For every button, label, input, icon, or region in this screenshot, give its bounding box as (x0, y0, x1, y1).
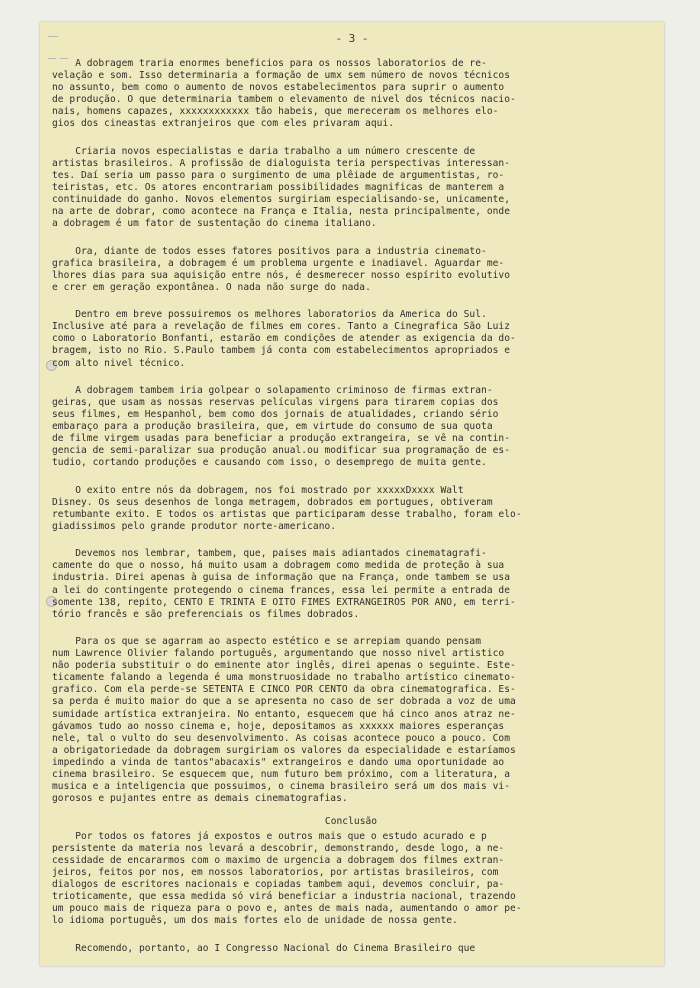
text-line: Para os que se agarram ao aspecto estético e se arrepiam quando pensam (52, 635, 482, 647)
text-line: não poderia substituir o do eminente ator inglês, direi apenas o seguinte. Este- (52, 660, 516, 672)
text-line: giadissimos pelo grande produtor norte-americano. (52, 520, 337, 532)
text-line: tudio, cortando produções e causando com isso, o desemprego de muita gente. (52, 457, 487, 469)
text-line: geiras, que usam as nossas reservas películas virgens para tirarem copias dos (52, 396, 499, 408)
paragraph (52, 58, 650, 131)
text-line: Inclusive até para a revelação de filmes em cores. Tanto a Cinegrafica São Luiz (52, 321, 511, 333)
text-line: Recomendo, portanto, ao I Congresso Nacional do Cinema Brasileiro que (52, 942, 476, 954)
text-line: cessidade de encararmos com o maximo de urgencia a dobragem dos filmes extran- (52, 854, 505, 866)
text-line: a obrigatoriedade da dobragem surgiriam os valores da especialidade e estaríamos (52, 744, 516, 756)
text-line: num Lawrence Olivier falando português, argumentando que nosso nivel artistico (52, 648, 505, 660)
text-line: Devemos nos lembrar, tambem, que, paises mais adiantados cinematagrafi- (52, 548, 487, 560)
paragraph (52, 636, 650, 805)
paragraph (52, 385, 650, 470)
text-line: nais, homens capazes, xxxxxxxxxxxx tão habeis, que mereceram os melhores elo- (52, 106, 499, 118)
text-line: sumidade artística extranjeira. No entanto, esquecem que há cinco anos atraz ne- (52, 708, 516, 720)
text-line: gencia de semi-paralizar sua produção anual.ou modificar sua programação de es- (52, 445, 511, 457)
paragraph (52, 548, 650, 621)
text-line: lo idioma português, um dos mais fortes elo de unidade de nossa gente. (52, 915, 458, 927)
text-line: a dobragem é um fator de sustentação do cinema italiano. (52, 218, 377, 230)
text-line: com alto nivel técnico. (52, 357, 186, 369)
text-line: industria. Direi apenas à guisa de informação que na França, onde tambem se usa (52, 572, 511, 584)
text-line: um pouco mais de riqueza para o povo e, antes de mais nada, aumentando o amor pe- (52, 903, 522, 915)
conclusion-heading: Conclusão (324, 816, 378, 828)
text-line: na arte de dobrar, como acontece na França e Italia, nesta principalmente, onde (52, 206, 511, 218)
text-line: ticamente falando a legenda é uma monstruosidade no trabalho artístico cinemato- (52, 672, 516, 684)
text-line: a lei do contingente protegendo o cinema frances, essa lei permite a entrada de (52, 584, 511, 596)
text-line: Ora, diante de todos esses fatores positivos para a industria cinemato- (52, 245, 487, 257)
closing-line (52, 943, 650, 955)
conclusion-paragraph (52, 831, 650, 928)
text-line: gios dos cineastas extranjeiros que com eles privaram aqui. (52, 118, 395, 130)
text-line: gávamos tudo ao nosso cinema e, hoje, depositamos as xxxxxx maiores esperanças (52, 720, 505, 732)
text-line: sa perda é muito maior do que a se apresenta no caso de ser dobrada a voz de uma (52, 696, 516, 708)
text-line: tes. Daí seria um passo para o surgimento de uma plêiade de argumentistas, ro- (52, 169, 505, 181)
text-line: camente do que o nosso, há muito usam a dobragem como medida de proteção à sua (52, 560, 505, 572)
text-line: velação e som. Isso determinaria a formação de umx sem número de novos técnicos (52, 70, 511, 82)
text-line: jeiros, feitos por nos, em nossos laboratorios, por artistas brasileiros, com (52, 866, 499, 878)
text-line: grafico. Com ela perde-se SETENTA E CINCO POR CENTO da obra cinematografica. Es- (52, 684, 516, 696)
text-line: gorosos e pujantes entre as demais cinematografias. (52, 793, 348, 805)
paragraph (52, 485, 650, 533)
text-line: musica e a inteligencia que possuimos, o cinema brasileiro será um dos mais vi- (52, 781, 511, 793)
text-line: dialogos de escritores nacionais e copiadas tambem aqui, devemos concluir, pa- (52, 878, 505, 890)
text-line: retumbante exito. E todos os artistas que participaram desse trabalho, foram elo- (52, 508, 522, 520)
text-line: continuidade do ganho. Novos elementos surgiriam especialisando-se, unicamente, (52, 194, 511, 206)
text-line: O exito entre nós da dobragem, nos foi mostrado por xxxxxDxxxx Walt (52, 484, 464, 496)
paragraph (52, 146, 650, 231)
text-line: seus filmes, em Hespanhol, bem como dos jornais de atualidades, criando sério (52, 409, 499, 420)
text-line: teiristas, etc. Os atores encontrariam possibilidades magnificas de manterem a (52, 182, 505, 194)
text-line: impedindo a vinda de tantos"abacaxis" extrangeiros e dando uma oportunidade ao (52, 756, 505, 768)
text-line: de produção. O que determinaria tambem o elevamento de nivel dos técnicos nacio- (52, 94, 516, 106)
paragraph (52, 309, 650, 369)
text-line: Dentro em breve possuiremos os melhores laboratorios da America do Sul. (52, 309, 487, 321)
text-line: tório francês e são preferenciais os filmes dobrados. (52, 608, 360, 620)
text-line: de filme virgem usadas para beneficiar a produção extrangeira, se vê na contin- (52, 433, 511, 445)
text-line: nele, tal o vulto do seu desenvolvimento. As coisas acontece pouco a pouco. Com (52, 732, 511, 744)
text-line: grafica brasileira, a dobragem é um problema urgente e inadiavel. Aguardar me- (52, 257, 505, 269)
text-line: Por todos os fatores já expostos e outros mais que o estudo acurado e p (52, 830, 487, 842)
text-line: como o Laboratorio Bonfanti, estarão em condições de atender as exigencia da do- (52, 333, 516, 345)
text-line: bragem, isto no Rio. S.Paulo tambem já conta com estabelecimentos apropriados e (52, 345, 511, 357)
text-line: artistas brasileiros. A profissão de dialoguista teria perspectivas interessan- (52, 157, 511, 169)
text-line: somente 138, repito, CENTO E TRINTA E OITO FIMES EXTRANGEIROS POR ANO, em terri- (52, 596, 516, 608)
text-line: cinema brasileiro. Se esquecem que, num futuro bem próximo, com a literatura, a (52, 769, 511, 780)
text-line: trioticamente, que essa medida só virá beneficiar a industria nacional, trazendo (52, 891, 516, 903)
text-line: persistente da materia nos levará a descobrir, demonstrando, desde logo, a ne- (52, 842, 505, 854)
text-line: Criaria novos especialistas e daria trabalho a um número crescente de (52, 145, 476, 157)
page-number: - 3 - (335, 32, 369, 45)
text-line: lhores dias para sua aquisição entre nós, é desmerecer nosso espírito evolutivo (52, 269, 511, 281)
typewritten-page (40, 22, 664, 966)
text-line: e crer em geração expontânea. O nada não surge do nada. (52, 281, 371, 293)
document-body (52, 58, 650, 970)
text-line: embaraço para a produção brasileira, que, em virtude do consumo de sua quota (52, 421, 493, 433)
text-line: no assunto, bem como o aumento de novos estabelecimentos para suprir o aumento (52, 82, 505, 94)
text-line: Disney. Os seus desenhos de longa metragem, dobrados em portugues, obtiveram (52, 496, 493, 508)
paragraph (52, 246, 650, 294)
text-line: A dobragem tambem iria golpear o solapamento criminoso de firmas extran- (52, 384, 493, 396)
text-line: A dobragem traria enormes beneficios para os nossos laboratorios de re- (52, 58, 487, 69)
